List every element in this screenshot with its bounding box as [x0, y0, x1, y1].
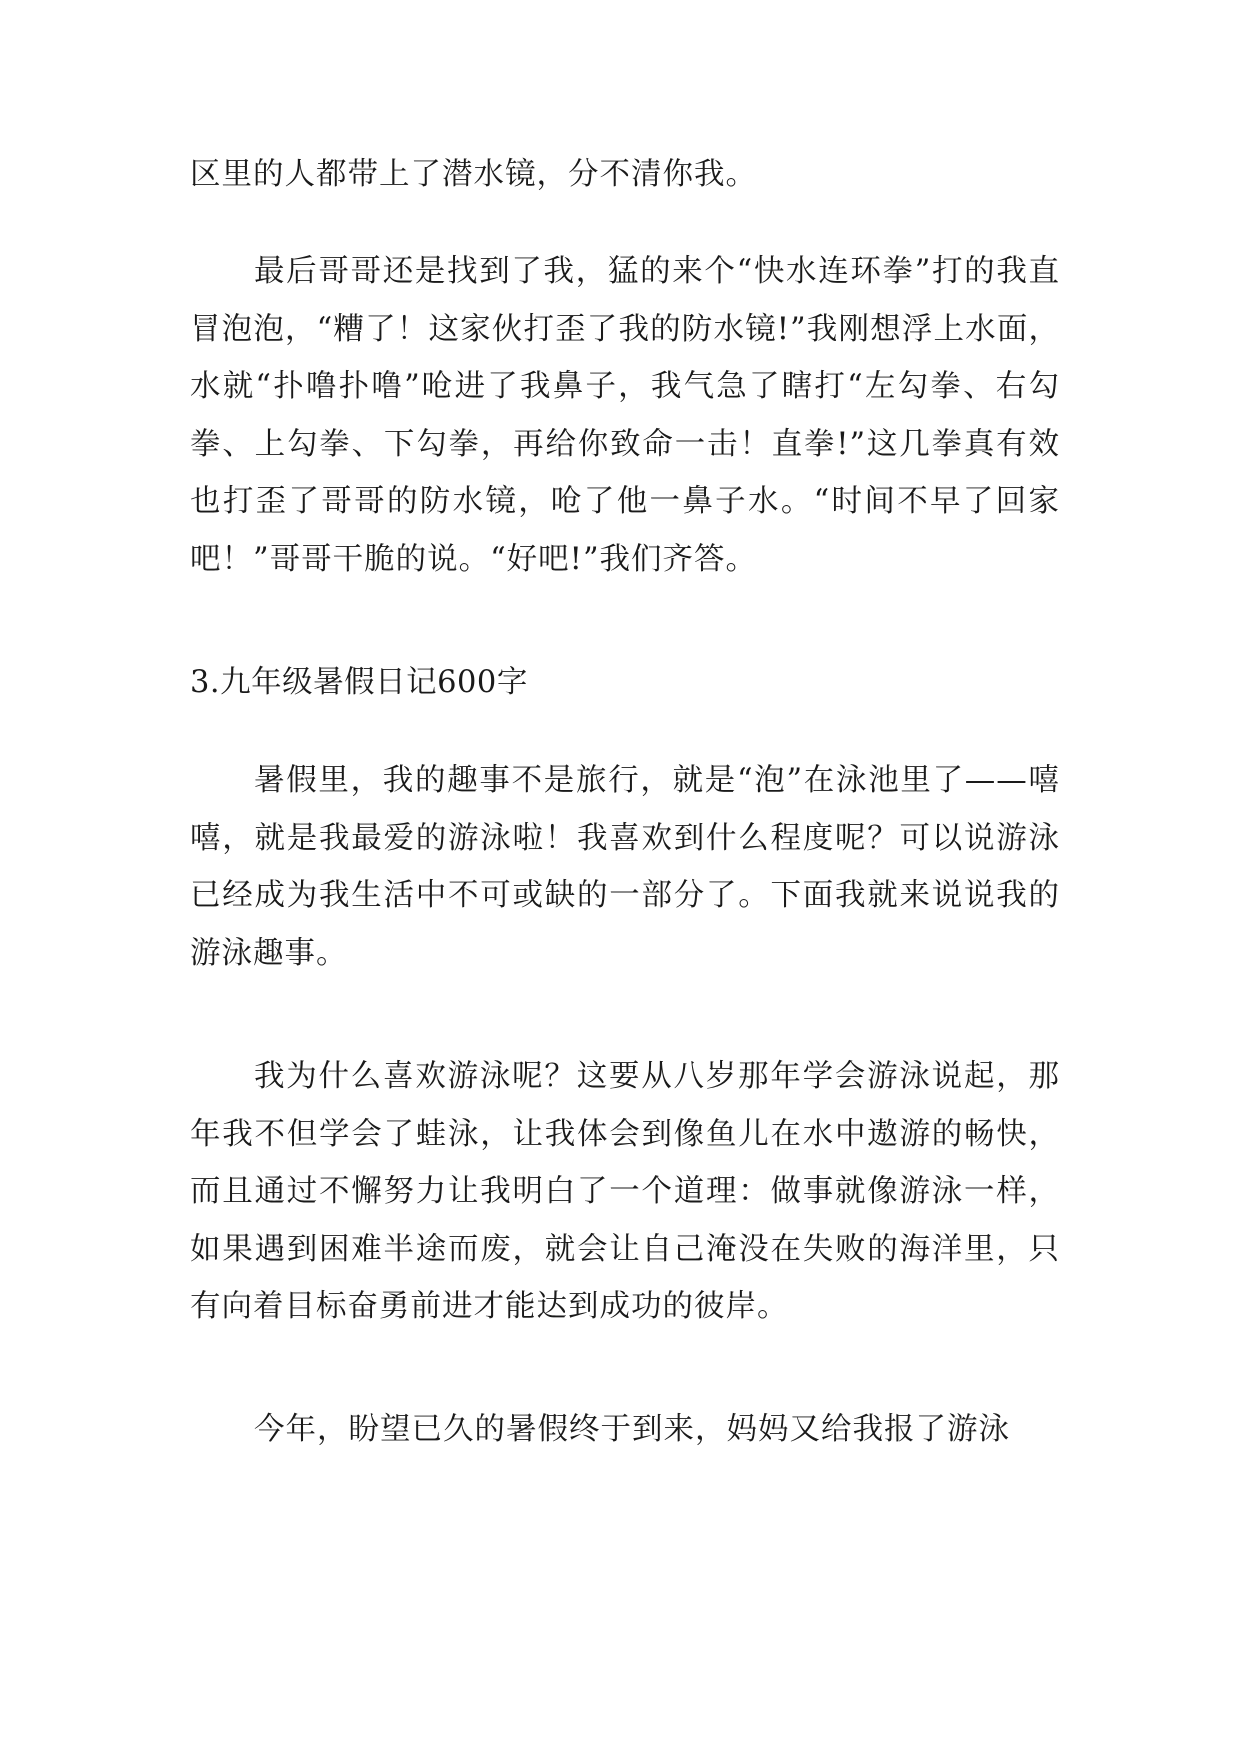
paragraph-continued: 区里的人都带上了潜水镜，分不清你我。: [190, 157, 757, 192]
paragraph-why-swim: 我为什么喜欢游泳呢？这要从八岁那年学会游泳说起，那年我不但学会了蛙泳，让我体会到像鱼儿在水中遨游的畅快，而且通过不懈努力让我明白了一个道理：做事就像游泳一样，如果遇到困难半途而废，就会让自己淹没在失败的海洋里，只有向着目标奋勇前进才能达到成功的彼岸。: [190, 1059, 1060, 1324]
section-heading: 3.九年级暑假日记600字: [190, 665, 528, 700]
paragraph-fight: 最后哥哥还是找到了我，猛的来个“快水连环拳”打的我直冒泡泡，“糟了！这家伙打歪了我的防水镜!”我刚想浮上水面，水就“扑噜扑噜”呛进了我鼻子，我气急了瞎打“左勾拳、右勾拳、上勾拳、下勾拳，再给你致命一击！直拳!”这几拳真有效也打歪了哥哥的防水镜，呛了他一鼻子水。“时间不早了回家吧！”哥哥干脆的说。“好吧!”我们齐答。: [190, 254, 1060, 577]
paragraph-summer-intro: 暑假里，我的趣事不是旅行，就是“泡”在泳池里了——嘻嘻，就是我最爱的游泳啦！我喜欢到什么程度呢？可以说游泳已经成为我生活中不可或缺的一部分了。下面我就来说说我的游泳趣事。: [190, 763, 1060, 971]
paragraph-this-year: 今年，盼望已久的暑假终于到来，妈妈又给我报了游泳: [254, 1412, 1010, 1447]
